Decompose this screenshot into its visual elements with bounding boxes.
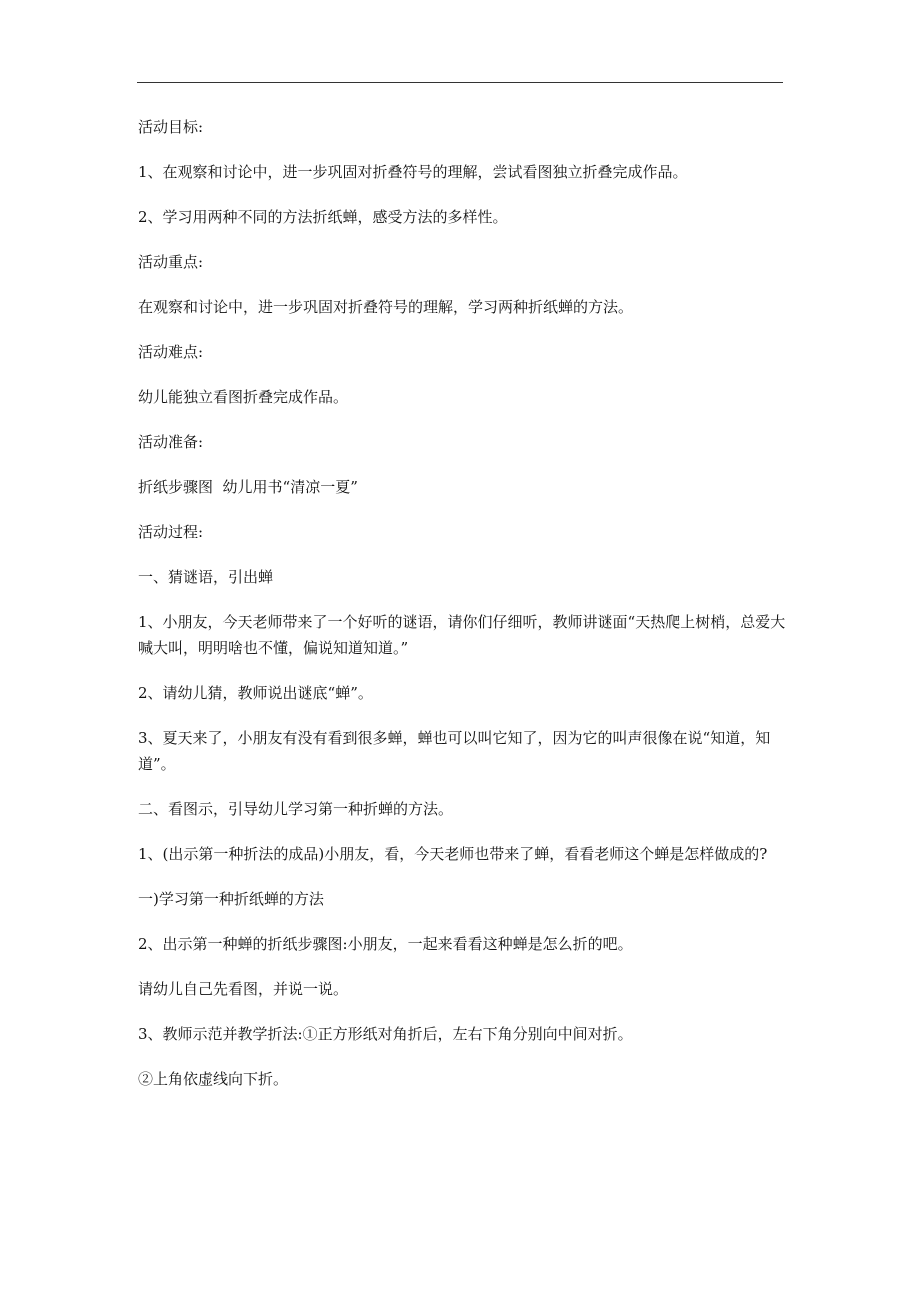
heading-process: 活动过程:: [138, 523, 204, 541]
document-body: [138, 114, 788, 1111]
subsection-1-step-2: 2、出示第一种蝉的折纸步骤图:小朋友，一起来看看这种蝉是怎么折的吧。: [138, 935, 633, 953]
heading-preparation: 活动准备:: [138, 433, 204, 451]
section-2-title: 二、看图示，引导幼儿学习第一种折蝉的方法。: [138, 800, 454, 818]
objective-2: 2、学习用两种不同的方法折纸蝉，感受方法的多样性。: [138, 208, 508, 226]
section-1-step-2: 2、请幼儿猜，教师说出谜底“蝉”。: [138, 684, 373, 702]
subsection-1-step-3: 3、教师示范并教学折法:①正方形纸对角折后，左右下角分别向中间对折。: [138, 1025, 633, 1043]
difficulties-text: 幼儿能独立看图折叠完成作品。: [138, 388, 349, 406]
subsection-1-title: 一)学习第一种折纸蝉的方法: [138, 890, 324, 908]
section-1-title: 一、猜谜语，引出蝉: [138, 568, 274, 586]
key-points-text: 在观察和讨论中，进一步巩固对折叠符号的理解，学习两种折纸蝉的方法。: [138, 298, 634, 316]
heading-key-points: 活动重点:: [138, 253, 204, 271]
preparation-text: 折纸步骤图 幼儿用书“清凉一夏”: [138, 478, 358, 496]
section-1-step-3: 3、夏天来了，小朋友有没有看到很多蝉，蝉也可以叫它知了，因为它的叫声很像在说“知道，知道”。: [138, 729, 771, 773]
section-2-step-1: 1、(出示第一种折法的成品)小朋友，看，今天老师也带来了蝉，看看老师这个蝉是怎样做成的?: [138, 845, 768, 863]
subsection-1-step-3b: ②上角依虚线向下折。: [138, 1070, 289, 1088]
heading-objectives: 活动目标:: [138, 118, 204, 136]
header-rule: [137, 82, 783, 83]
section-1-step-1: 1、小朋友，今天老师带来了一个好听的谜语，请你们仔细听，教师讲谜面“天热爬上树梢，总爱大喊大叫，明明啥也不懂，偏说知道知道。”: [138, 613, 786, 657]
heading-difficulties: 活动难点:: [138, 343, 204, 361]
objective-1: 1、在观察和讨论中，进一步巩固对折叠符号的理解，尝试看图独立折叠完成作品。: [138, 163, 688, 181]
subsection-1-note: 请幼儿自己先看图，并说一说。: [138, 980, 349, 998]
